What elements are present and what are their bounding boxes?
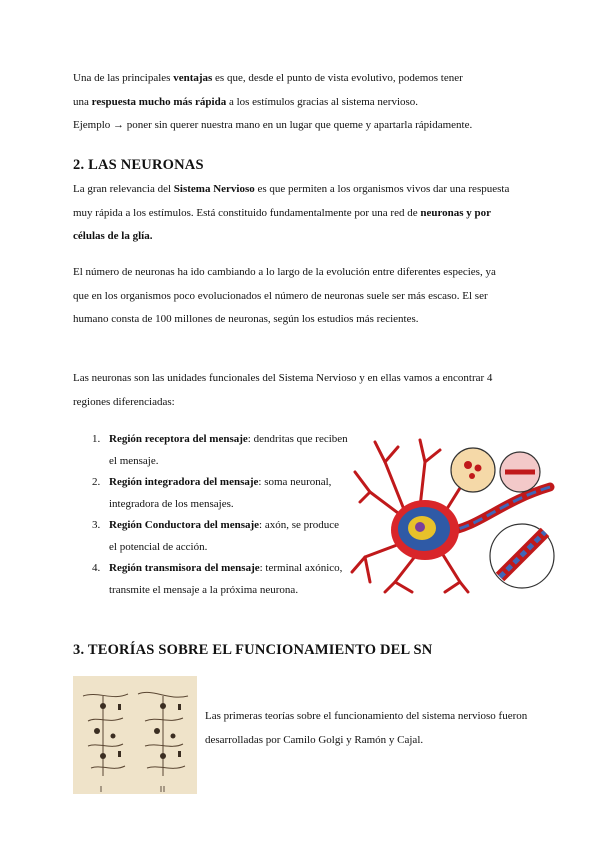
historical-neuron-sketch <box>73 676 197 794</box>
list-bold: Región receptora del mensaje <box>109 433 248 445</box>
intro-example: Ejemplo → poner sin querer nuestra mano en un lugar que queme y apartarla rápidamente. <box>73 119 473 131</box>
list-number: 3. <box>92 519 101 531</box>
intro-bold-respuesta: respuesta mucho más rápida <box>91 95 227 108</box>
list-number: 2. <box>92 476 101 488</box>
list-item <box>73 472 348 515</box>
paragraph-text: El número de neuronas ha ido cambiando a lo largo de la evolución entre diferentes especies, ya que en los organismos poco evolucionados el número de neuronas suele ser más escaso. El ser humano consta de 100 millones de neuronas, según los estudios más recientes. <box>73 266 496 325</box>
bold-neuronas-glia: neuronas y por células de la glía. <box>73 206 491 242</box>
list-item <box>73 515 348 558</box>
list-bold: Región transmisora del mensaje <box>109 562 260 574</box>
intro-paragraph <box>73 67 543 138</box>
cajal-drawing <box>73 676 197 794</box>
list-text: : terminal axónico, transmite el mensaje a la próxima neurona. <box>109 562 343 596</box>
intro-bold-ventajas: ventajas <box>173 72 213 84</box>
list-text: : soma neuronal, integradora de los mensajes. <box>109 476 332 510</box>
section2-paragraph-3 <box>73 367 523 414</box>
section-heading-neuronas: 2. LAS NEURONAS <box>73 157 204 173</box>
neuron-illustration <box>350 432 562 594</box>
list-item <box>73 558 348 601</box>
text: La gran relevancia del <box>73 183 174 195</box>
section-heading-teorias: 3. TEORÍAS SOBRE EL FUNCIONAMIENTO DEL SN <box>73 642 433 658</box>
bold-sistema-nervioso: Sistema Nervioso <box>173 183 255 195</box>
regions-list <box>73 429 348 601</box>
text: es que permiten a los organismos vivos dar una respuesta muy rápida a los estímulos. Está constituido fundamentalmente por una red de <box>73 183 510 219</box>
list-text: : axón, se produce el potencial de acción. <box>109 519 340 553</box>
list-number: 1. <box>92 433 101 445</box>
section3-paragraph <box>205 705 535 752</box>
section2-paragraph-2 <box>73 261 508 332</box>
list-bold: Región integradora del mensaje <box>109 476 259 488</box>
intro-text: Una de las principales <box>73 72 174 84</box>
list-number: 4. <box>92 562 101 574</box>
list-text: : dendritas que reciben el mensaje. <box>109 433 348 467</box>
intro-text: una <box>73 95 92 108</box>
intro-text: a los estímulos gracias al sistema nervioso. <box>226 95 419 108</box>
intro-text: es que, desde el punto de vista evolutivo, podemos tener <box>212 72 463 84</box>
list-item <box>73 429 348 472</box>
list-bold: Región Conductora del mensaje <box>109 519 260 531</box>
paragraph-text: Las neuronas son las unidades funcionales del Sistema Nervioso y en ellas vamos a encontrar 4 regiones diferenciadas: <box>73 372 493 408</box>
section2-paragraph-1 <box>73 178 513 249</box>
paragraph-text: Las primeras teorías sobre el funcionamiento del sistema nervioso fueron desarrolladas por Camilo Golgi y Ramón y Cajal. <box>205 710 528 746</box>
neuron-drawing <box>350 432 562 594</box>
